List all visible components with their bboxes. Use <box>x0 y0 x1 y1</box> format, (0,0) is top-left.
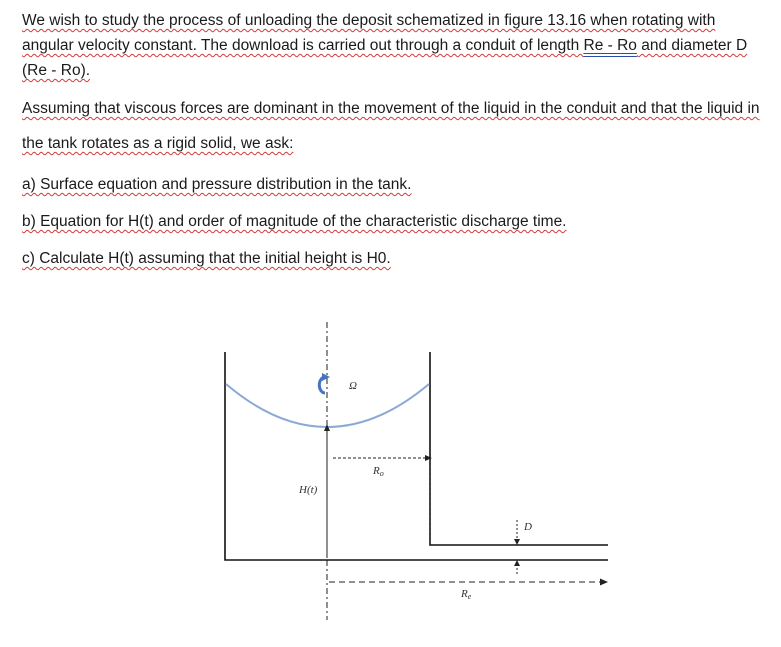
height-label: H(t) <box>299 484 318 496</box>
intro-re-ro: Re - Ro <box>583 37 637 54</box>
intro-text-2: and diameter D (Re - Ro). <box>22 37 748 79</box>
tank-right-wall <box>430 352 608 545</box>
question-c: c) Calculate H(t) assuming that the initial height is H0. <box>22 250 391 267</box>
d-arrow-upper-head <box>514 539 520 545</box>
tank-left-wall <box>225 352 327 560</box>
omega-label: Ω <box>349 380 357 392</box>
assumption-paragraph: Assuming that viscous forces are dominant in the movement of the liquid in the conduit and that the liquid in the tank rotates as a rigid solid, we ask: <box>22 100 760 152</box>
question-b: b) Equation for H(t) and order of magnitude of the characteristic discharge time. <box>22 213 567 230</box>
re-label: Re <box>461 588 472 601</box>
question-a: a) Surface equation and pressure distribution in the tank. <box>22 176 412 193</box>
rotation-arrow-icon <box>319 373 330 393</box>
re-arrow-head <box>600 579 608 586</box>
d-arrow-lower-head <box>514 560 520 566</box>
intro-text-1: We wish to study the process of unloading the deposit schematized in figure 13.16 when rotating with angular velocity constant. The download is carried out through a conduit of length <box>22 12 716 54</box>
ro-arrow-head <box>425 455 432 461</box>
ro-label: Ro <box>373 465 384 478</box>
d-label: D <box>524 521 532 533</box>
